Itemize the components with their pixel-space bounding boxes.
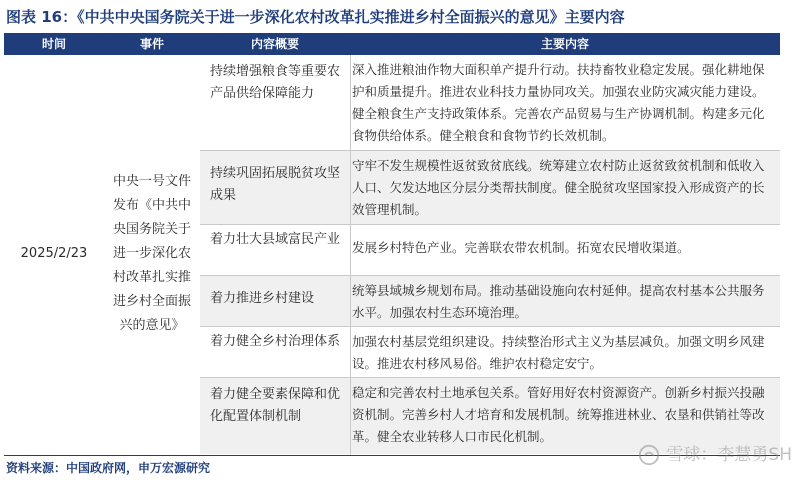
table-row bbox=[200, 225, 780, 276]
watermark-text: 雪球：李慧勇SH bbox=[666, 445, 792, 465]
header-summary: 内容概要 bbox=[250, 37, 299, 51]
row-details: 加强农村基层党组织建设。持续整治形式主义为基层减负。加强文明乡风建设。推进农村移风易俗。维护农村稳定安宁。 bbox=[352, 334, 765, 371]
event-cell bbox=[104, 55, 200, 455]
table-header bbox=[4, 33, 780, 55]
row-details: 深入推进粮油作物大面积单产提升行动。扶持畜牧业稳定发展。强化耕地保护和质量提升。推进农业科技力量协同攻关。加强农业防灾减灾能力建设。健全粮食生产支持政策体系。完善农产品贸易与生产协调机制。构建多元化食物供给体系。健全粮食和食物节约长效机制。 bbox=[352, 62, 765, 143]
time-cell bbox=[4, 55, 104, 455]
table-row bbox=[200, 55, 780, 151]
column-divider bbox=[350, 55, 351, 455]
event-text bbox=[104, 170, 200, 338]
row-details: 稳定和完善农村土地承包关系。管好用好农村资源资产。创新乡村振兴投融资机制。完善乡村人才培育和发展机制。统筹推进林业、农垦和供销社等改革。健全农业转移人口市民化机制。 bbox=[352, 385, 765, 444]
table-row bbox=[200, 151, 780, 225]
row-summary: 持续巩固拓展脱贫攻坚成果 bbox=[210, 166, 341, 203]
header-event: 事件 bbox=[139, 37, 164, 51]
table-row bbox=[200, 276, 780, 327]
source-note: 资料来源：中国政府网，申万宏源研究 bbox=[6, 461, 211, 475]
row-summary: 持续增强粮食等重要农产品供给保障能力 bbox=[210, 64, 341, 101]
event-line: 村改革扎实推 bbox=[112, 270, 191, 285]
row-details: 守牢不发生规模性返贫致贫底线。统筹建立农村防止返贫致贫机制和低收入人口、欠发达地区分层分类帮扶制度。健全脱贫攻坚国家投入形成资产的长效管理机制。 bbox=[352, 158, 765, 217]
header-time: 时间 bbox=[41, 37, 66, 51]
figure-title: 图表 16：《中共中央国务院关于进一步深化农村改革扎实推进乡村全面振兴的意见》主要内容 bbox=[6, 8, 625, 26]
watermark bbox=[638, 440, 792, 470]
row-details: 统筹县域城乡规划布局。推动基础设施向农村延伸。提高农村基本公共服务水平。加强农村生态环境治理。 bbox=[352, 283, 765, 320]
row-details: 发展乡村特色产业。完善联农带农机制。拓宽农民增收渠道。 bbox=[352, 240, 690, 255]
row-summary: 着力壮大县域富民产业 bbox=[210, 232, 341, 247]
event-line: 兴的意见》 bbox=[119, 318, 185, 333]
event-line: 央国务院关于 bbox=[112, 222, 191, 237]
event-line: 进一步深化农 bbox=[112, 246, 191, 261]
table-row bbox=[200, 327, 780, 378]
snowball-logo-icon bbox=[638, 444, 660, 466]
header-details: 主要内容 bbox=[540, 37, 589, 51]
event-line: 中央一号文件 bbox=[112, 174, 191, 189]
event-line: 进乡村全面振 bbox=[112, 294, 191, 309]
row-summary: 着力健全要素保障和优化配置体制机制 bbox=[210, 387, 341, 424]
time-value: 2025/2/23 bbox=[20, 246, 88, 261]
row-summary: 着力健全乡村治理体系 bbox=[210, 334, 341, 349]
event-line: 发布《中共中 bbox=[112, 198, 191, 213]
row-summary: 着力推进乡村建设 bbox=[210, 291, 315, 306]
